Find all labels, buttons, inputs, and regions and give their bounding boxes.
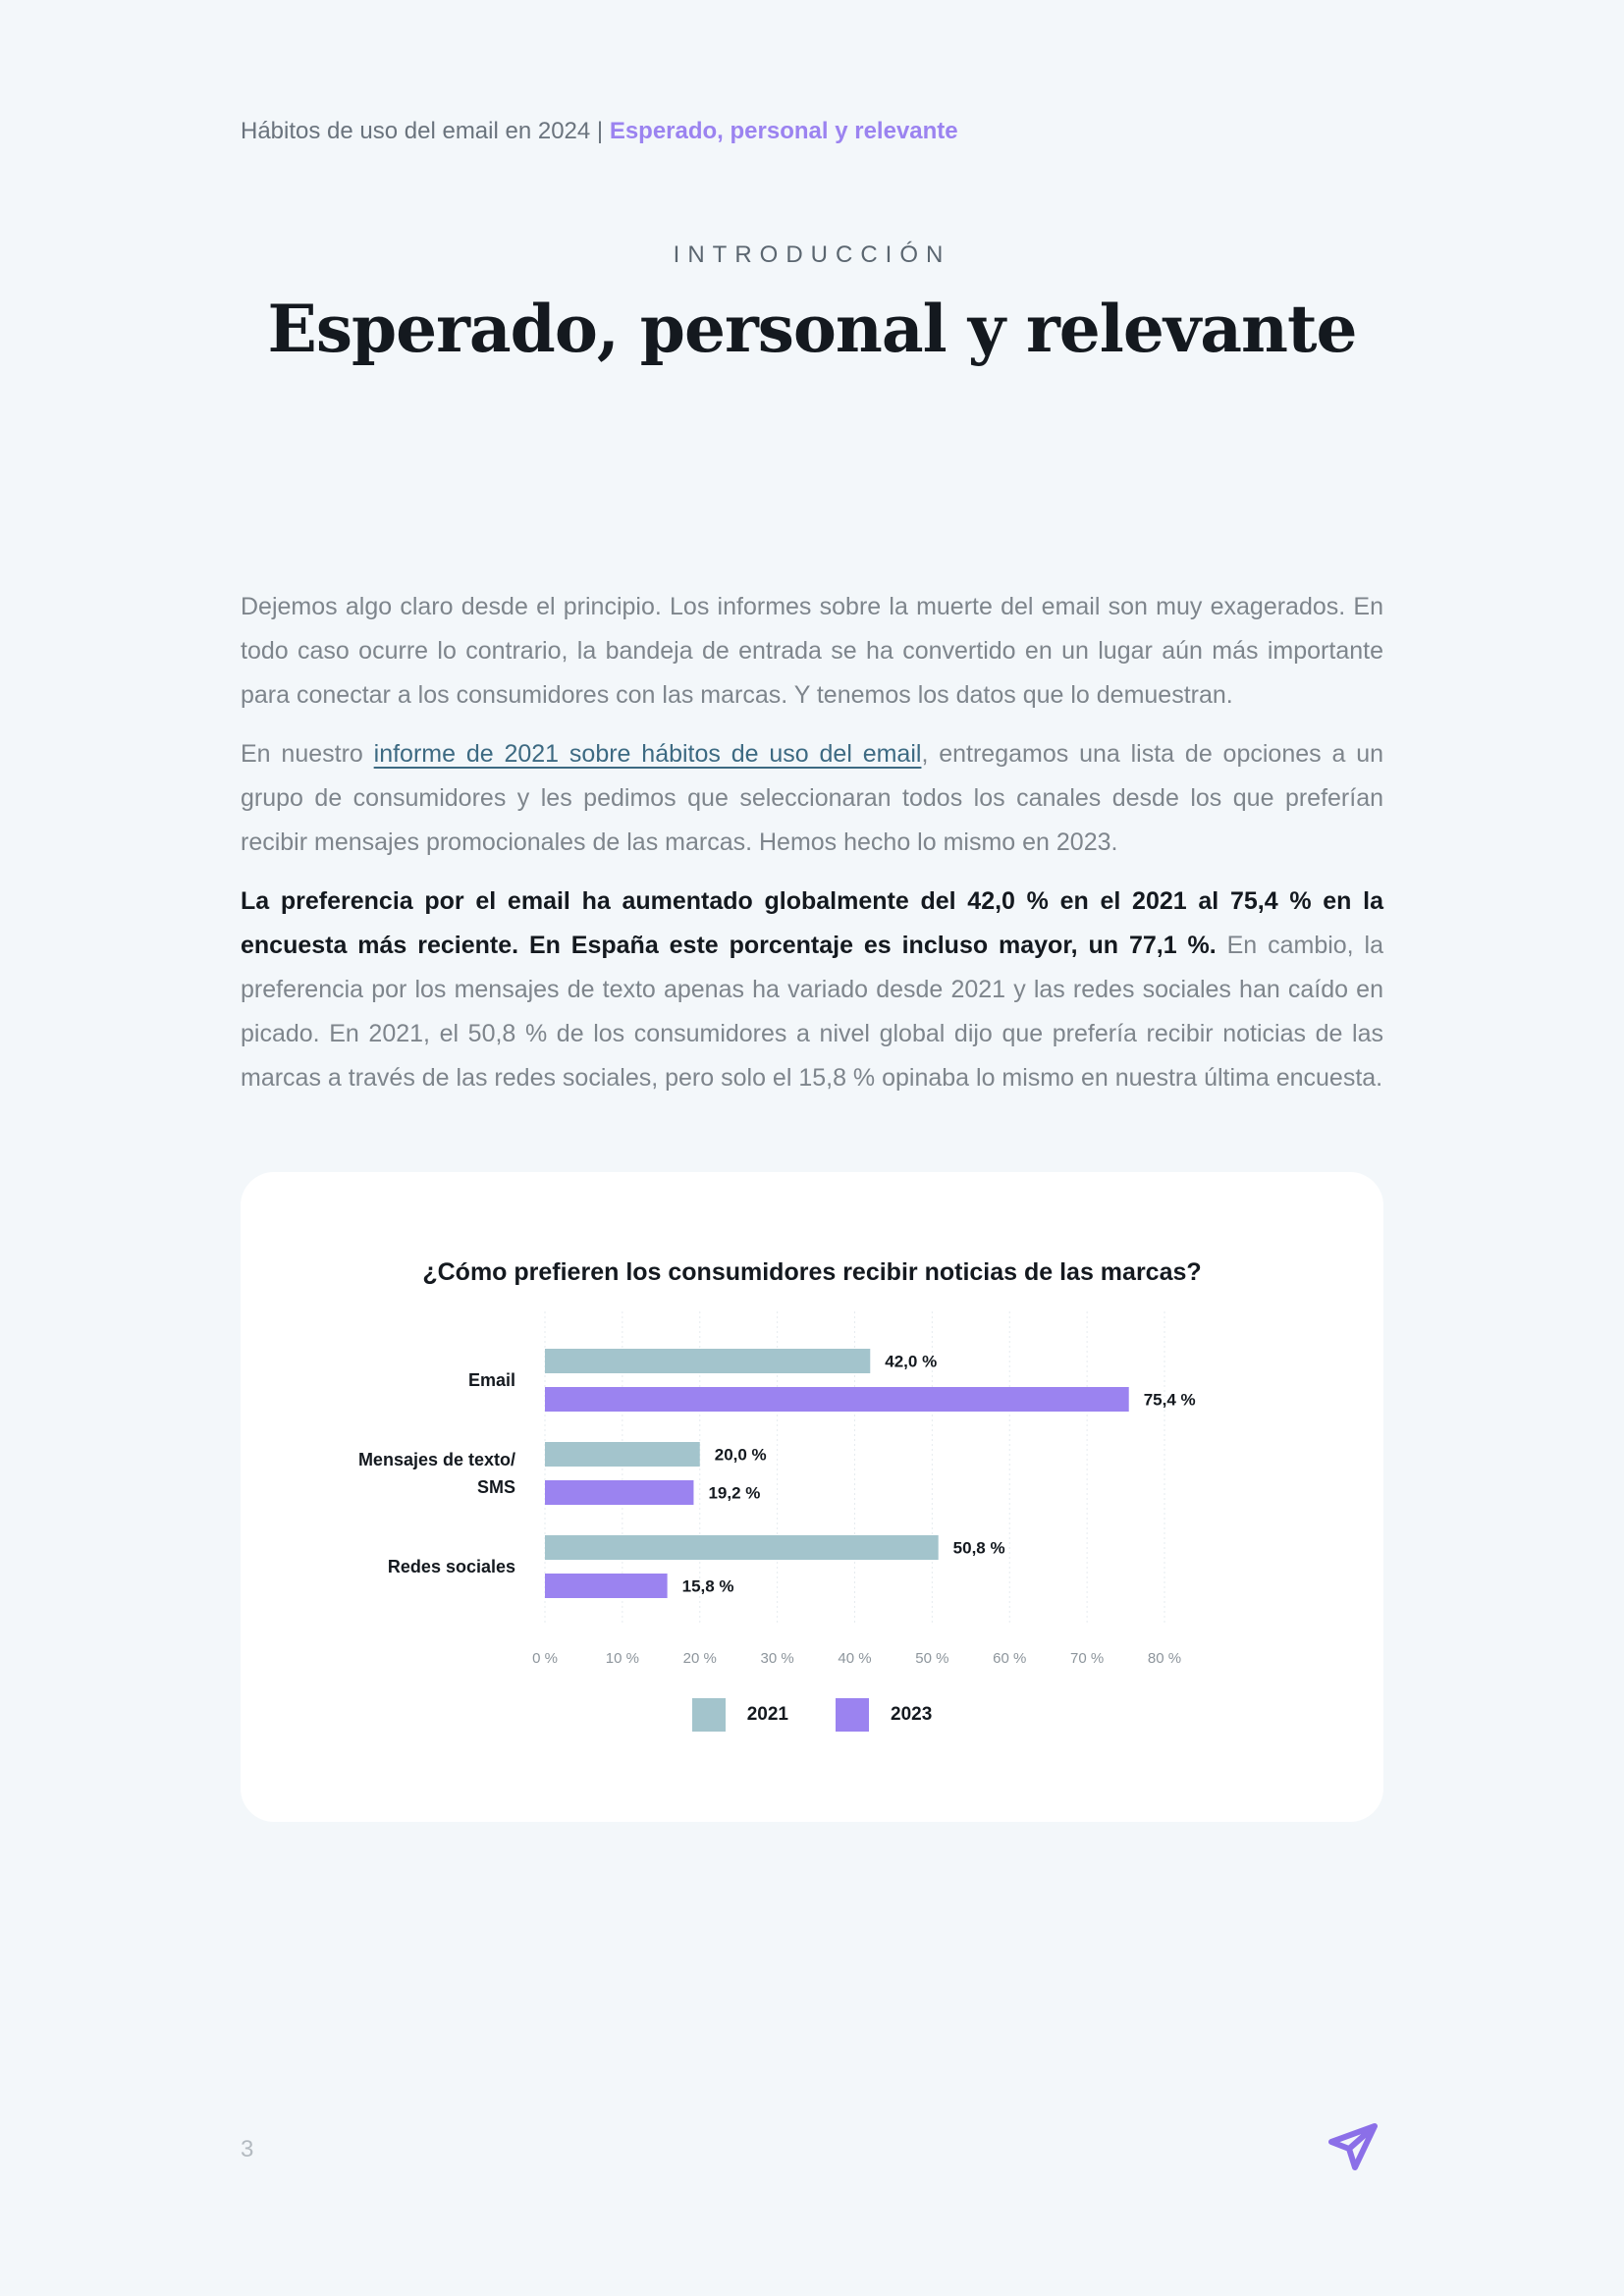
legend-swatch-2023 xyxy=(836,1698,869,1732)
x-tick-label: 50 % xyxy=(915,1650,949,1667)
findings-rest: En cambio, la preferencia por los mensajes de texto apenas ha variado desde 2021 y las redes sociales han caído en picado. En 2021, el 50,8 % de los consumidores a nivel global dijo que prefería recibir noticias de las marcas a través de las redes sociales, pero solo el 15,8 % opinaba lo mismo en nuestra última encuesta. xyxy=(241,932,1383,1092)
bar xyxy=(545,1535,939,1560)
data-label: 15,8 % xyxy=(681,1576,734,1596)
x-tick-label: 10 % xyxy=(605,1650,639,1667)
bar xyxy=(545,1387,1129,1412)
data-label: 50,8 % xyxy=(952,1538,1005,1558)
section-kicker: INTRODUCCIÓN xyxy=(673,241,951,268)
x-tick-label: 60 % xyxy=(993,1650,1027,1667)
body-copy xyxy=(241,585,1383,1115)
chart-card xyxy=(241,1172,1383,1822)
legend-label-2023: 2023 xyxy=(891,1704,933,1725)
paragraph-findings xyxy=(241,880,1383,1100)
running-header-section: Esperado, personal y relevante xyxy=(609,118,958,144)
legend-label-2021: 2021 xyxy=(746,1704,788,1725)
data-label: 19,2 % xyxy=(708,1483,761,1503)
page-title: Esperado, personal y relevante xyxy=(267,291,1357,367)
bar xyxy=(545,1480,693,1505)
bar xyxy=(545,1442,700,1467)
paragraph-report-end: , entregamos una lista de opciones a un grupo de consumidores y les pedimos que seleccionaran todos los canales desde los que preferían recibir mensajes promocionales de las marcas. Hemos hecho lo mismo en 2023. xyxy=(241,740,1383,856)
category-label: Mensajes de texto/ SMS xyxy=(357,1450,515,1497)
paragraph-intro: Dejemos algo claro desde el principio. Los informes sobre la muerte del email son muy exagerados. En todo caso ocurre lo contrario, la bandeja de entrada se ha convertido en un lugar aún más importante para conectar a los consumidores con las marcas. Y tenemos los datos que lo demuestran. xyxy=(241,593,1383,709)
x-tick-label: 80 % xyxy=(1147,1650,1182,1667)
page-number: 3 xyxy=(241,2136,254,2163)
legend-item-2023 xyxy=(836,1698,932,1732)
paragraph-report xyxy=(241,732,1383,865)
bar xyxy=(545,1349,870,1373)
legend-swatch-2021 xyxy=(692,1698,726,1732)
findings-highlight: La preferencia por el email ha aumentado globalmente del 42,0 % en el 2021 al 75,4 % en la encuesta más reciente. En España este porcentaje es incluso mayor, un 77,1 %. xyxy=(241,887,1383,959)
legend-item-2021 xyxy=(692,1698,788,1732)
running-header xyxy=(241,118,958,145)
bar xyxy=(545,1574,668,1598)
x-tick-label: 20 % xyxy=(682,1650,717,1667)
report-2021-link[interactable]: informe de 2021 sobre hábitos de uso del email xyxy=(373,740,922,768)
x-tick-label: 0 % xyxy=(532,1650,558,1667)
chart-title: ¿Cómo prefieren los consumidores recibir noticias de las marcas? xyxy=(422,1258,1202,1286)
x-tick-label: 30 % xyxy=(760,1650,794,1667)
paper-plane-icon xyxy=(1326,2122,1380,2173)
data-label: 20,0 % xyxy=(714,1445,767,1465)
data-label: 42,0 % xyxy=(885,1352,938,1371)
category-label: Email xyxy=(467,1370,515,1390)
bar-chart xyxy=(241,1172,1383,1682)
chart-legend xyxy=(241,1698,1383,1732)
x-tick-label: 40 % xyxy=(838,1650,872,1667)
running-header-title: Hábitos de uso del email en 2024 | xyxy=(241,118,604,144)
data-label: 75,4 % xyxy=(1143,1390,1196,1410)
x-tick-label: 70 % xyxy=(1070,1650,1105,1667)
paragraph-report-start: En nuestro xyxy=(241,740,374,768)
category-label: Redes sociales xyxy=(387,1557,515,1576)
